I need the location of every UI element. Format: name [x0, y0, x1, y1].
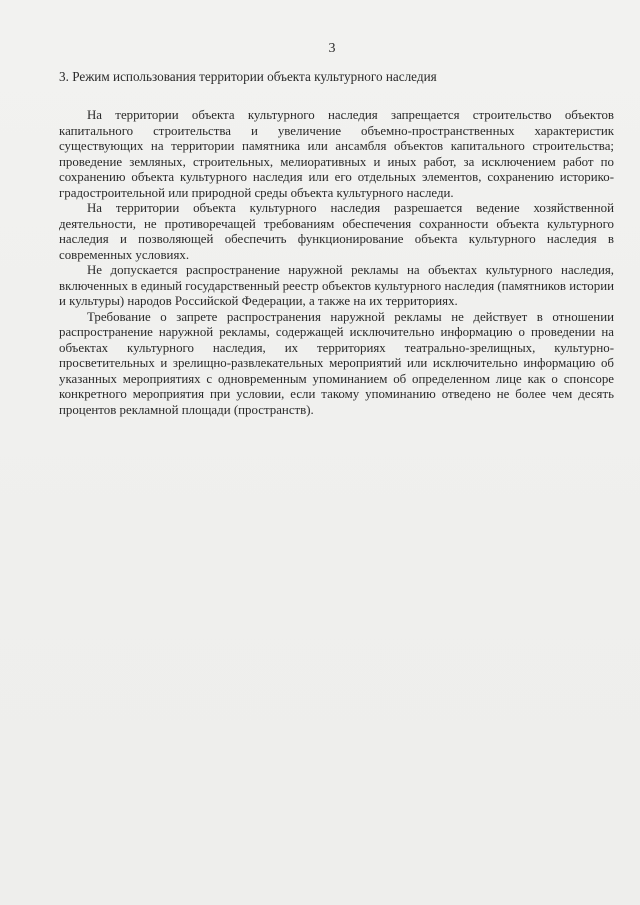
paragraph-advertising-exception: Требование о запрете распространения наружной рекламы не действует в отношении распространение наружной рекламы, содержащей исключительно информацию о проведении на объектах культурного наследия, их территориях театрально-зрелищных, культурно-просветительных и зрелищно-развлекательных мероприятий или исключительно информацию об указанных мероприятиях с одновременным упоминанием об определенном лице как о спонсоре конкретного мероприятия при условии, если такому упоминанию отведено не более чем десять процентов рекламной площади (пространств). — [59, 309, 614, 417]
paragraph-construction-ban: На территории объекта культурного наследия запрещается строительство объектов капитального строительства и увеличение объемно-пространственных характеристик существующих на территории памятника или ансамбля объектов капитального строительства; проведение земляных, строительных, мелиоративных и иных работ, за исключением работ по сохранению объекта культурного наследия или его отдельных элементов, сохранению историко-градостроительной или природной среды объекта культурного наследи. — [59, 108, 614, 200]
section-body — [59, 108, 614, 418]
page-number: 3 — [328, 41, 336, 56]
section-heading: 3. Режим использования территории объекта культурного наследия — [59, 69, 437, 84]
paragraph-permitted-activity: На территории объекта культурного наследия разрешается ведение хозяйственной деятельности, не противоречащей требованиям обеспечения сохранности объекта культурного наследия и позволяющей обеспечить функционирование объекта культурного наследия в современных условиях. — [59, 201, 614, 262]
paragraph-advertising-ban: Не допускается распространение наружной рекламы на объектах культурного наследия, включенных в единый государственный реестр объектов культурного наследия (памятников истории и культуры) народов Российской Федерации, а также на их территориях. — [59, 263, 614, 308]
